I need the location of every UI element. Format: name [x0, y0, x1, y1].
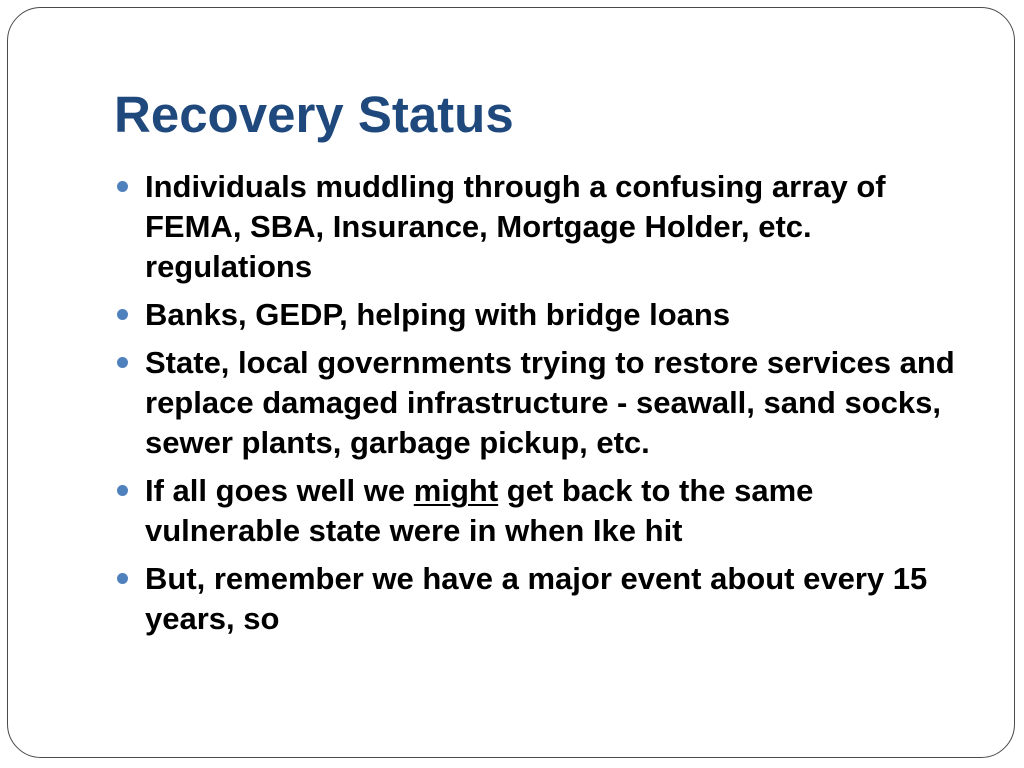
bullet-dot-icon — [117, 573, 128, 584]
bullet-item — [114, 559, 974, 639]
bullet-dot-icon — [117, 485, 128, 496]
bullet-text — [145, 473, 813, 548]
bullet-dot-icon — [117, 181, 128, 192]
bullet-item — [114, 343, 974, 463]
bullet-dot-icon — [117, 357, 128, 368]
bullet-dot-icon — [117, 309, 128, 320]
bullet-list — [114, 167, 974, 647]
emphasized-word: might — [413, 473, 499, 508]
bullet-text-pre: If all goes well we — [145, 473, 414, 508]
bullet-item — [114, 295, 974, 335]
bullet-text-post: get back to the same vulnerable state were in when Ike hit — [145, 473, 814, 548]
bullet-item — [114, 167, 974, 287]
bullet-text: Banks, GEDP, helping with bridge loans — [145, 297, 731, 332]
bullet-text: State, local governments trying to restore services and replace damaged infrastructure - seawall, sand socks, sewer plants, garbage pickup, etc. — [145, 345, 955, 460]
bullet-text: Individuals muddling through a confusing array of FEMA, SBA, Insurance, Mortgage Holder, etc. regulations — [145, 169, 886, 284]
slide-title: Recovery Status — [114, 86, 514, 143]
bullet-text: But, remember we have a major event about every 15 years, so — [145, 561, 928, 636]
bullet-item — [114, 471, 974, 551]
